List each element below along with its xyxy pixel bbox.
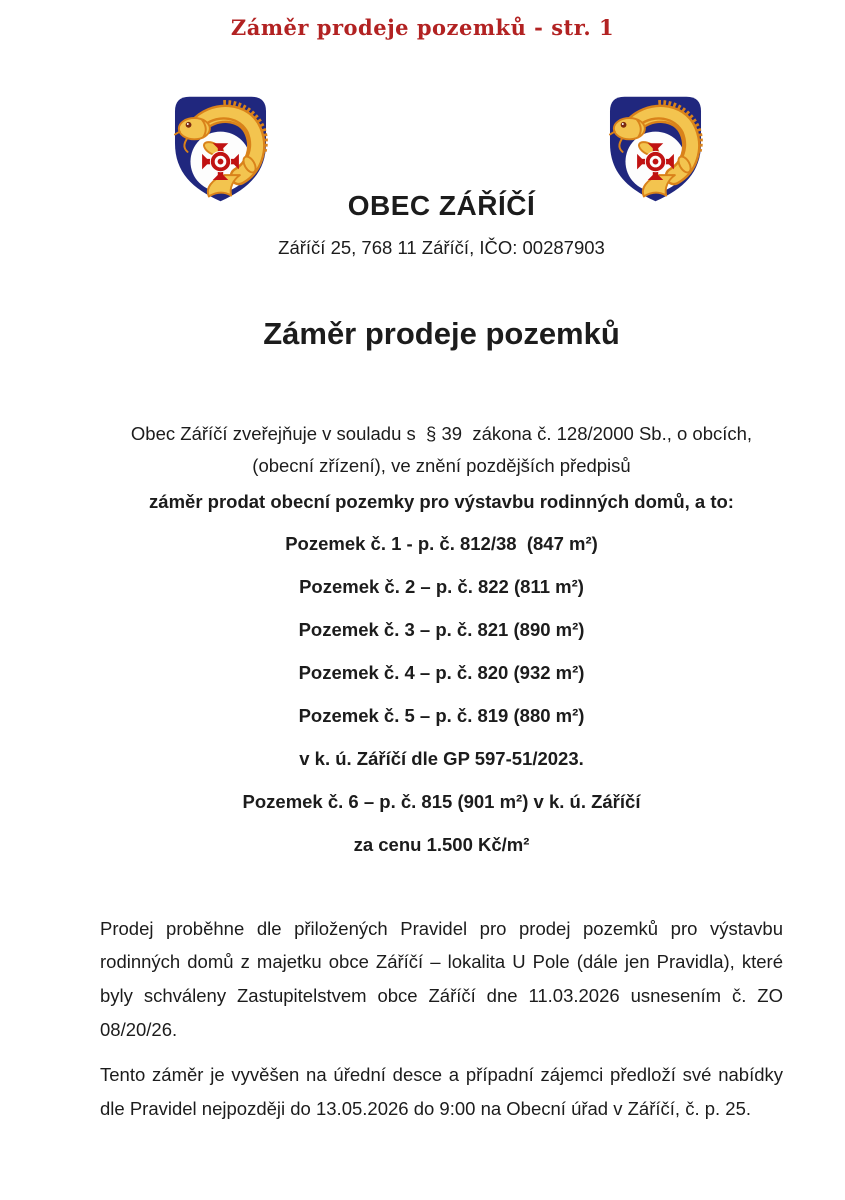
parcel-line-3: Pozemek č. 3 – p. č. 821 (890 m²) xyxy=(298,618,585,640)
coat-of-arms-icon xyxy=(162,88,279,210)
parcel-list xyxy=(100,522,783,866)
price-line: za cenu 1.500 Kč/m² xyxy=(353,833,530,855)
parcel-line-1: Pozemek č. 1 - p. č. 812/38 (847 m²) xyxy=(285,532,598,554)
intro-paragraph: Obec Záříčí zveřejňuje v souladu s § 39 zákona č. 128/2000 Sb., o obcích, (obecní zřízení), ve znění pozdějších předpisů xyxy=(130,423,758,476)
deadline-paragraph: Tento záměr je vyvěšen na úřední desce a případní zájemci předloží své nabídky dle Pravidel nejpozději do 13.05.2026 do 9:00 na Obecní úřad v Záříčí, č. p. 25. xyxy=(100,1064,783,1119)
coat-of-arms-icon xyxy=(597,88,714,210)
page-title: Záměr prodeje pozemků - str. 1 xyxy=(230,15,615,40)
intent-statement: záměr prodat obecní pozemky pro výstavbu rodinných domů, a to: xyxy=(149,490,734,512)
parcel-line-4: Pozemek č. 4 – p. č. 820 (932 m²) xyxy=(298,661,585,683)
cadastral-area-line: v k. ú. Záříčí dle GP 597-51/2023. xyxy=(299,747,584,769)
parcel-line-6: Pozemek č. 6 – p. č. 815 (901 m²) v k. ú. Záříčí xyxy=(242,790,641,812)
rules-paragraph: Prodej proběhne dle přiložených Pravidel pro prodej pozemků pro výstavbu rodinných domů z majetku obce Záříčí – lokalita U Pole (dále jen Pravidla), které byly schváleny Zastupitelstvem obce Záříčí dne 11.03.2026 usnesením č. ZO 08/20/26. xyxy=(100,917,783,1040)
municipality-address: Záříčí 25, 768 11 Záříčí, IČO: 00287903 xyxy=(278,237,605,258)
municipality-name: OBEC ZÁŘÍČÍ xyxy=(347,190,536,221)
parcel-line-2: Pozemek č. 2 – p. č. 822 (811 m²) xyxy=(299,575,584,597)
parcel-line-5: Pozemek č. 5 – p. č. 819 (880 m²) xyxy=(298,704,585,726)
document-body xyxy=(100,190,783,1126)
document-title: Záměr prodeje pozemků xyxy=(263,316,620,351)
